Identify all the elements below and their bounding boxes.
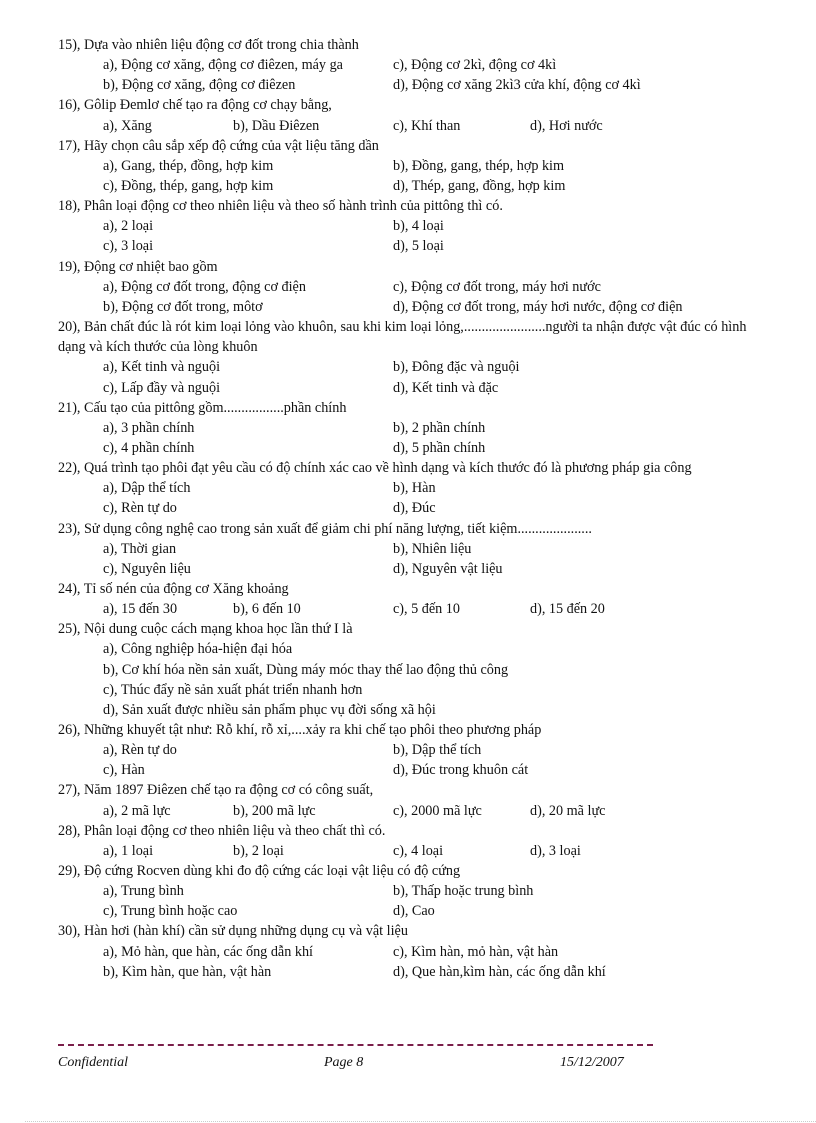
answer-option: a), 2 mã lực bbox=[103, 802, 171, 819]
question-text: 28), Phân loại động cơ theo nhiên liệu và theo chất thì có. bbox=[58, 822, 386, 839]
answer-option: d), Cao bbox=[393, 903, 435, 920]
answer-option: d), Đúc trong khuôn cát bbox=[393, 762, 529, 779]
option-row bbox=[58, 539, 774, 559]
answer-option: d), Thép, gang, đồng, hợp kim bbox=[393, 178, 566, 195]
option-row bbox=[58, 357, 774, 377]
option-row bbox=[58, 700, 774, 720]
question-text: 17), Hãy chọn câu sắp xếp độ cứng của vật liệu tăng dần bbox=[58, 137, 379, 154]
answer-option: c), Động cơ đốt trong, máy hơi nước bbox=[393, 278, 601, 295]
option-row bbox=[58, 639, 774, 659]
answer-option: a), Rèn tự do bbox=[103, 742, 177, 759]
option-row bbox=[58, 156, 774, 176]
answer-option: a), Mỏ hàn, que hàn, các ống dẫn khí bbox=[103, 943, 313, 960]
answer-option: b), 2 phần chính bbox=[393, 419, 486, 436]
question-text: 19), Động cơ nhiệt bao gồm bbox=[58, 258, 218, 275]
answer-option: c), 4 phần chính bbox=[103, 439, 195, 456]
option-row bbox=[58, 760, 774, 780]
answer-option: b), Dập thể tích bbox=[393, 742, 482, 759]
answer-option: b), Đông đặc và nguội bbox=[393, 359, 520, 376]
question-text: 29), Độ cứng Rocven dùng khi đo độ cứng các loại vật liệu có độ cứng bbox=[58, 863, 461, 879]
answer-option: a), Công nghiệp hóa-hiện đại hóa bbox=[103, 641, 293, 658]
answer-option: c), Thúc đẩy nề sản xuất phát triển nhanh hơn bbox=[103, 681, 363, 698]
option-row bbox=[58, 176, 774, 196]
answer-option: b), Động cơ đốt trong, môtơ bbox=[103, 298, 263, 315]
option-row bbox=[58, 942, 774, 962]
answer-option: b), Thấp hoặc trung bình bbox=[393, 883, 534, 900]
answer-option: d), Động cơ xăng 2kì3 cửa khí, động cơ 4kì bbox=[393, 77, 641, 94]
page-edge bbox=[25, 1121, 816, 1122]
answer-option: d), 5 phần chính bbox=[393, 439, 486, 456]
answer-option: c), Hàn bbox=[103, 762, 145, 779]
answer-option: d), 5 loại bbox=[393, 238, 444, 255]
answer-option: d), Nguyên vật liệu bbox=[393, 560, 503, 577]
answer-option: b), Cơ khí hóa nền sản xuất, Dùng máy móc thay thế lao động thủ công bbox=[103, 661, 509, 678]
option-row bbox=[58, 378, 774, 398]
question-text: 23), Sử dụng công nghệ cao trong sản xuất để giảm chi phí năng lượng, tiết kiệm..................... bbox=[58, 520, 592, 537]
answer-option: c), Nguyên liệu bbox=[103, 560, 191, 577]
option-row bbox=[58, 841, 774, 861]
answer-option: a), Dập thể tích bbox=[103, 480, 191, 497]
question-list bbox=[58, 35, 774, 982]
answer-option: b), 200 mã lực bbox=[233, 802, 316, 819]
answer-option: b), 2 loại bbox=[233, 842, 284, 859]
option-row bbox=[58, 438, 774, 458]
option-row bbox=[58, 599, 774, 619]
answer-option: d), Kết tinh và đặc bbox=[393, 379, 499, 396]
answer-option: b), Động cơ xăng, động cơ điêzen bbox=[103, 77, 296, 94]
answer-option: c), Khí than bbox=[393, 117, 461, 134]
question-text: 21), Cấu tạo của pittông gồm.................phần chính bbox=[58, 399, 347, 416]
answer-option: d), Que hàn,kìm hàn, các ống dẫn khí bbox=[393, 963, 606, 980]
option-row bbox=[58, 801, 774, 821]
question-text: 22), Quá trình tạo phôi đạt yêu cầu có độ chính xác cao về hình dạng và kích thước đó là phương pháp gia công bbox=[58, 460, 692, 477]
answer-option: a), Xăng bbox=[103, 117, 152, 134]
footer-divider bbox=[58, 1044, 653, 1046]
option-row bbox=[58, 277, 774, 297]
question-text: 20), Bản chất đúc là rót kim loại lỏng vào khuôn, sau khi kim loại lỏng,.......................người ta nhận được vật đúc có hình dạng và kích thước của lòng khuôn bbox=[58, 319, 747, 356]
answer-option: c), Lấp đầy và nguội bbox=[103, 379, 221, 396]
answer-option: a), Động cơ đốt trong, động cơ điện bbox=[103, 278, 306, 295]
option-row bbox=[58, 236, 774, 256]
option-row bbox=[58, 75, 774, 95]
answer-option: a), 15 đến 30 bbox=[103, 601, 178, 618]
footer-date: 15/12/2007 bbox=[560, 1055, 624, 1070]
answer-option: b), 6 đến 10 bbox=[233, 601, 301, 618]
footer-page-number: Page 8 bbox=[324, 1055, 364, 1070]
answer-option: a), 1 loại bbox=[103, 842, 154, 859]
question-text: 16), Gôlip Đemlơ chế tạo ra động cơ chạy bằng, bbox=[58, 97, 332, 114]
answer-option: c), Trung bình hoặc cao bbox=[103, 903, 238, 920]
answer-option: d), 20 mã lực bbox=[530, 802, 606, 819]
option-row bbox=[58, 478, 774, 498]
answer-option: c), 4 loại bbox=[393, 842, 444, 859]
answer-option: b), Nhiên liệu bbox=[393, 540, 472, 557]
question-text: 18), Phân loại động cơ theo nhiên liệu và theo số hành trình của pittông thì có. bbox=[58, 198, 503, 215]
option-row bbox=[58, 116, 774, 136]
answer-option: d), 3 loại bbox=[530, 842, 581, 859]
answer-option: a), Thời gian bbox=[103, 540, 177, 557]
option-row bbox=[58, 297, 774, 317]
answer-option: a), 3 phần chính bbox=[103, 419, 195, 436]
option-row bbox=[58, 740, 774, 760]
answer-option: c), 5 đến 10 bbox=[393, 601, 460, 618]
answer-option: c), Đồng, thép, gang, hợp kim bbox=[103, 178, 274, 195]
answer-option: d), Động cơ đốt trong, máy hơi nước, động cơ điện bbox=[393, 298, 683, 315]
answer-option: a), Gang, thép, đồng, hợp kim bbox=[103, 157, 274, 174]
option-row bbox=[58, 559, 774, 579]
option-row bbox=[58, 498, 774, 518]
question-text: 30), Hàn hơi (hàn khí) cần sử dụng những dụng cụ và vật liệu bbox=[58, 923, 408, 940]
answer-option: b), Hàn bbox=[393, 480, 436, 497]
answer-option: d), Sản xuất được nhiều sản phẩm phục vụ đời sống xã hội bbox=[103, 701, 436, 718]
answer-option: c), Rèn tự do bbox=[103, 500, 177, 517]
answer-option: a), Động cơ xăng, động cơ điêzen, máy ga bbox=[103, 57, 343, 74]
answer-option: b), Dầu Điêzen bbox=[233, 117, 320, 134]
answer-option: b), Kìm hàn, que hàn, vật hàn bbox=[103, 963, 272, 980]
question-text: 27), Năm 1897 Điêzen chế tạo ra động cơ có công suất, bbox=[58, 782, 374, 799]
option-row bbox=[58, 660, 774, 680]
answer-option: a), Trung bình bbox=[103, 883, 184, 900]
answer-option: d), Hơi nước bbox=[530, 117, 603, 134]
answer-option: d), Đúc bbox=[393, 500, 436, 517]
answer-option: a), Kết tinh và nguội bbox=[103, 359, 221, 376]
answer-option: c), Kìm hàn, mỏ hàn, vật hàn bbox=[393, 943, 559, 960]
answer-option: c), 2000 mã lực bbox=[393, 802, 482, 819]
answer-option: c), Động cơ 2kì, động cơ 4kì bbox=[393, 57, 557, 74]
answer-option: a), 2 loại bbox=[103, 218, 154, 235]
footer-confidential: Confidential bbox=[58, 1055, 128, 1070]
answer-option: b), Đồng, gang, thép, hợp kim bbox=[393, 157, 565, 174]
option-row bbox=[58, 962, 774, 982]
option-row bbox=[58, 680, 774, 700]
option-row bbox=[58, 216, 774, 236]
question-text: 26), Những khuyết tật như: Rỗ khí, rỗ xỉ,....xảy ra khi chế tạo phôi theo phương pháp bbox=[58, 721, 542, 738]
question-text: 25), Nội dung cuộc cách mạng khoa học lần thứ I là bbox=[58, 621, 353, 638]
option-row bbox=[58, 901, 774, 921]
answer-option: d), 15 đến 20 bbox=[530, 601, 605, 618]
option-row bbox=[58, 55, 774, 75]
question-text: 24), Tỉ số nén của động cơ Xăng khoảng bbox=[58, 580, 289, 597]
option-row bbox=[58, 418, 774, 438]
question-text: 15), Dựa vào nhiên liệu động cơ đốt trong chia thành bbox=[58, 37, 359, 53]
answer-option: b), 4 loại bbox=[393, 218, 444, 235]
answer-option: c), 3 loại bbox=[103, 238, 154, 255]
option-row bbox=[58, 881, 774, 901]
